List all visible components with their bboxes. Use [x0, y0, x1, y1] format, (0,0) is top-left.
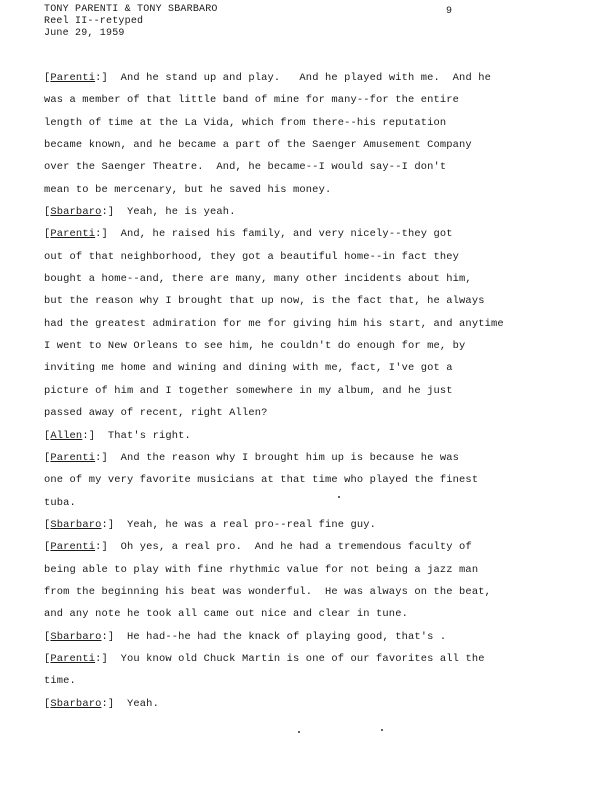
line-text: :] Oh yes, a real pro. And he had a tremendous faculty of: [95, 541, 472, 554]
transcript-line: [44, 584, 574, 606]
transcript-line: [44, 338, 574, 360]
transcript-line: [44, 651, 574, 673]
transcript-line: [44, 428, 574, 450]
line-text: [: [44, 652, 51, 665]
line-text: :] Yeah, he was a real pro--real fine guy.: [101, 518, 377, 531]
line-text: [: [44, 72, 51, 84]
line-text: mean to be mercenary, but he saved his money.: [44, 183, 332, 196]
line-text: :] And, he raised his family, and very nicely--they got: [95, 228, 453, 241]
page-number: 9: [446, 6, 453, 17]
line-text: but the reason why I brought that up now, is the fact that, he always: [44, 295, 485, 308]
transcript-line: [44, 450, 574, 472]
line-text: :] And the reason why I brought him up is because he was: [95, 451, 460, 464]
transcript-line: [44, 629, 574, 651]
line-text: I went to New Orleans to see him, he couldn't do enough for me, by: [44, 340, 466, 353]
line-text: [: [44, 518, 51, 531]
stray-mark: [298, 731, 300, 733]
transcript-line: [44, 360, 574, 382]
transcript-line: [44, 472, 574, 494]
speaker-name: Parenti: [50, 72, 96, 84]
line-text: [: [44, 429, 51, 442]
line-text: [: [44, 206, 51, 219]
transcript-line: [44, 293, 574, 315]
transcript-line: [44, 204, 574, 226]
line-text: one of my very favorite musicians at that time who played the finest: [44, 474, 479, 487]
line-text: [: [44, 697, 51, 710]
line-text: picture of him and I together somewhere in my album, and he just: [44, 384, 453, 397]
transcript-body: [44, 70, 574, 718]
transcript-line: [44, 562, 574, 584]
line-text: :] You know old Chuck Martin is one of our favorites all the: [95, 652, 485, 665]
line-text: became known, and he became a part of the Saenger Amusement Company: [44, 139, 472, 152]
transcript-line: [44, 271, 574, 293]
line-text: was a member of that little band of mine for many--for the entire: [44, 94, 460, 107]
stray-mark: [381, 729, 383, 731]
transcript-line: [44, 115, 574, 137]
speaker-name: Allen: [50, 429, 83, 442]
line-text: :] And he stand up and play. And he played with me. And he: [95, 72, 491, 84]
line-text: :] Yeah, he is yeah.: [101, 206, 236, 219]
transcript-line: [44, 405, 574, 427]
stray-mark: [338, 496, 340, 498]
transcript-line: [44, 316, 574, 338]
line-text: had the greatest admiration for me for giving him his start, and anytime: [44, 317, 504, 330]
line-text: :] That's right.: [82, 429, 191, 442]
line-text: passed away of recent, right Allen?: [44, 407, 268, 420]
transcript-line: [44, 606, 574, 628]
header-date: June 29, 1959: [44, 28, 125, 39]
line-text: from the beginning his beat was wonderful. He was always on the beat,: [44, 585, 491, 598]
transcript-line: [44, 383, 574, 405]
header-reel: Reel II--retyped: [44, 16, 144, 27]
line-text: [: [44, 451, 51, 464]
header-interviewees: TONY PARENTI & TONY SBARBARO: [44, 4, 218, 15]
line-text: length of time at the La Vida, which from there--his reputation: [44, 116, 447, 129]
transcript-line: [44, 249, 574, 271]
speaker-name: Sbarbaro: [50, 697, 102, 710]
transcript-line: [44, 696, 574, 718]
line-text: and any note he took all came out nice and clear in tune.: [44, 608, 408, 621]
transcript-line: [44, 226, 574, 248]
transcript-line: [44, 92, 574, 114]
line-text: bought a home--and, there are many, many other incidents about him,: [44, 273, 472, 286]
line-text: [: [44, 228, 51, 241]
line-text: inviting me home and wining and dining with me, fact, I've got a: [44, 362, 453, 375]
speaker-name: Sbarbaro: [50, 630, 102, 643]
speaker-name: Parenti: [50, 228, 96, 241]
line-text: time.: [44, 675, 76, 688]
transcript-line: [44, 182, 574, 204]
transcript-line: [44, 159, 574, 181]
line-text: [: [44, 541, 51, 554]
line-text: over the Saenger Theatre. And, he became--I would say--I don't: [44, 161, 447, 174]
document-header: [44, 4, 218, 40]
speaker-name: Parenti: [50, 541, 96, 554]
transcript-line: [44, 70, 574, 92]
speaker-name: Parenti: [50, 451, 96, 464]
line-text: being able to play with fine rhythmic value for not being a jazz man: [44, 563, 479, 576]
line-text: out of that neighborhood, they got a beautiful home--in fact they: [44, 250, 460, 263]
transcript-line: [44, 517, 574, 539]
transcript-line: [44, 137, 574, 159]
transcript-line: [44, 539, 574, 561]
speaker-name: Sbarbaro: [50, 206, 102, 219]
speaker-name: Sbarbaro: [50, 518, 102, 531]
line-text: tuba.: [44, 496, 76, 509]
line-text: :] He had--he had the knack of playing good, that's .: [101, 630, 447, 643]
line-text: :] Yeah.: [101, 697, 159, 710]
line-text: [: [44, 630, 51, 643]
transcript-line: [44, 673, 574, 695]
transcript-line: [44, 495, 574, 517]
speaker-name: Parenti: [50, 652, 96, 665]
